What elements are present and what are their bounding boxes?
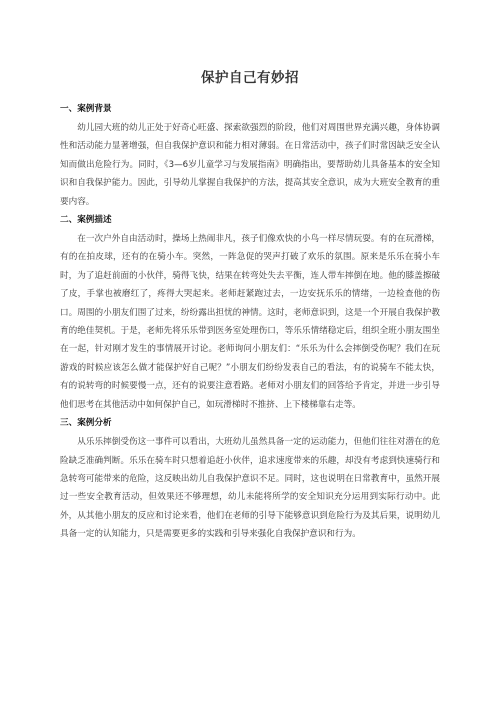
document-title: 保护自己有妙招 <box>201 70 299 86</box>
section-heading: 三、案例分析 <box>60 418 112 429</box>
section-analysis <box>60 416 440 543</box>
paragraph: 从乐乐摔倒受伤这一事件可以看出，大班幼儿虽然具备一定的运动能力，但他们往往对潜在的危险缺乏准确判断。乐乐在骑车时只想着追赶小伙伴，追求速度带来的乐趣，却没有考虑到快速骑行和急转弯可能带来的危险，这反映出幼儿自我保护意识不足。同时，这也说明在日常教育中，虽然开展过一些安全教育活动，但效果还不够理想，幼儿未能将所学的安全知识充分运用到实际行动中。此外，从其他小朋友的反应和讨论来看，他们在老师的引导下能够意识到危险行为及其后果，说明幼儿具备一定的认知能力，只是需要更多的实践和引导来强化自我保护意识和行为。 <box>60 437 440 540</box>
paragraph: 在一次户外自由活动时，操场上热闹非凡，孩子们像欢快的小鸟一样尽情玩耍。有的在玩滑梯，有的在拍皮球，还有的在骑小车。突然，一阵急促的哭声打破了欢乐的氛围。原来是乐乐在骑小车时，为了追赶前面的小伙伴，骑得飞快，结果在转弯处失去平衡，连人带车摔倒在地。他的膝盖擦破了皮，手掌也被磨红了，疼得大哭起来。老师赶紧跑过去，一边安抚乐乐的情绪，一边检查他的伤口。周围的小朋友们围了过来，纷纷露出担忧的神情。这时，老师意识到，这是一个开展自我保护教育的绝佳契机。于是，老师先将乐乐带到医务室处理伤口，等乐乐情绪稳定后，组织全班小朋友围坐在一起，针对刚才发生的事情展开讨论。老师询问小朋友们：“乐乐为什么会摔倒受伤呢？我们在玩游戏的时候应该怎么做才能保护好自己呢？”小朋友们纷纷发表自己的看法，有的说骑车不能太快，有的说转弯的时候要慢一点，还有的说要注意看路。老师对小朋友们的回答给予肯定，并进一步引导他们思考在其他活动中如何保护自己，如玩滑梯时不推挤、上下楼梯靠右走等。 <box>60 234 440 410</box>
paragraph: 幼儿园大班的幼儿正处于好奇心旺盛、探索欲强烈的阶段，他们对周围世界充满兴趣，身体协调性和活动能力显著增强，但自我保护意识和能力相对薄弱。在日常活动中，孩子们时常因缺乏安全认知而做出危险行为。同时，《3—6岁儿童学习与发展指南》明确指出，要帮助幼儿具备基本的安全知识和自我保护能力。因此，引导幼儿掌握自我保护的方法，提高其安全意识，成为大班安全教育的重要内容。 <box>60 123 440 207</box>
section-background <box>60 102 440 211</box>
section-description <box>60 213 440 414</box>
section-heading: 二、案例描述 <box>60 215 112 226</box>
section-heading: 一、案例背景 <box>60 104 112 114</box>
